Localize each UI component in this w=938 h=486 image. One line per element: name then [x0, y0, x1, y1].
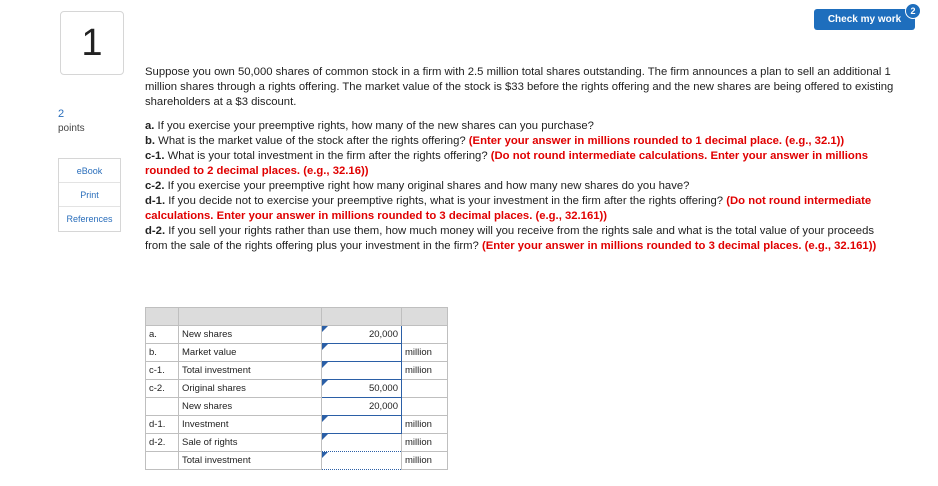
input-marker-icon [322, 380, 328, 386]
row-description: New shares [179, 326, 322, 344]
part-d1-note: (Do not round intermediate calculations. Enter your answer in millions rounded to 3 decimal places. (e.g., 32.161)) [145, 195, 872, 222]
row-label: d-1. [146, 416, 179, 434]
points-label: points [58, 123, 85, 134]
resource-links [58, 158, 121, 232]
input-marker-icon [322, 344, 328, 350]
row-unit [402, 398, 448, 416]
row-label: c-1. [146, 362, 179, 380]
row-description: New shares [179, 398, 322, 416]
sale-of-rights-input[interactable] [322, 434, 402, 452]
market-value-input[interactable] [322, 344, 402, 362]
part-b-text: What is the market value of the stock after the rights offering? [155, 135, 469, 147]
part-d1-label: d-1. [145, 195, 166, 207]
row-description: Market value [179, 344, 322, 362]
question-number: 1 [60, 11, 124, 75]
c2-new-shares-input[interactable] [322, 398, 402, 416]
table-row [146, 380, 448, 398]
question-parts [145, 119, 895, 254]
part-a-text: If you exercise your preemptive rights, how many of the new shares can you purchase? [154, 120, 594, 132]
header-cell [179, 308, 322, 326]
part-c1-label: c-1. [145, 150, 165, 162]
header-cell [146, 308, 179, 326]
row-unit: million [402, 344, 448, 362]
table-row [146, 416, 448, 434]
header-cell [322, 308, 402, 326]
row-description: Total investment [179, 452, 322, 470]
question-intro: Suppose you own 50,000 shares of common stock in a firm with 2.5 million total shares outstanding. The firm announces a plan to sell an additional 1 million shares through a rights offering. The market value of the stock is $33 before the rights offering and the new shares are being offered to existing shareholders at a $3 discount. [145, 66, 894, 108]
table-row [146, 326, 448, 344]
input-value: 20,000 [368, 329, 398, 340]
row-unit: million [402, 434, 448, 452]
input-marker-icon [322, 434, 328, 440]
table-row [146, 434, 448, 452]
part-c1-text: What is your total investment in the firm after the rights offering? [164, 150, 491, 162]
question-text [145, 65, 895, 263]
part-d2-label: d-2. [145, 225, 166, 237]
part-d2-note: (Enter your answer in millions rounded to 3 decimal places. (e.g., 32.161)) [481, 240, 877, 252]
part-d1-text: If you decide not to exercise your preemptive rights, what is your investment in the firm after the rights offering? [165, 195, 727, 207]
input-marker-icon [322, 416, 328, 422]
row-description: Total investment [179, 362, 322, 380]
new-shares-input[interactable] [322, 326, 402, 344]
row-description: Investment [179, 416, 322, 434]
row-label: d-2. [146, 434, 179, 452]
part-c1-note: (Do not round intermediate calculations. Enter your answer in millions rounded to 2 decimal places. (e.g., 32.16)) [145, 150, 869, 177]
row-label [146, 452, 179, 470]
part-d2-text: If you sell your rights rather than use them, how much money will you receive from the rights sale and what is the total value of your proceeds from the sale of the rights offering plus your investment in the firm? [145, 225, 875, 252]
table-row [146, 452, 448, 470]
table-row [146, 344, 448, 362]
row-description: Original shares [179, 380, 322, 398]
row-unit: million [402, 452, 448, 470]
header-cell [402, 308, 448, 326]
input-marker-icon [322, 362, 328, 368]
row-unit [402, 326, 448, 344]
original-shares-input[interactable] [322, 380, 402, 398]
row-label [146, 398, 179, 416]
row-label: a. [146, 326, 179, 344]
row-unit [402, 380, 448, 398]
table-row [146, 398, 448, 416]
input-value: 20,000 [368, 401, 398, 412]
d2-total-investment-input[interactable] [322, 452, 402, 470]
print-link[interactable]: Print [59, 183, 120, 207]
part-b-note: (Enter your answer in millions rounded to 1 decimal place. (e.g., 32.1)) [468, 135, 845, 147]
part-c2-label: c-2. [145, 180, 165, 192]
row-label: c-2. [146, 380, 179, 398]
input-marker-icon [322, 326, 328, 332]
d1-investment-input[interactable] [322, 416, 402, 434]
total-investment-input[interactable] [322, 362, 402, 380]
references-link[interactable]: References [66, 214, 113, 224]
row-unit: million [402, 416, 448, 434]
answer-table [145, 307, 448, 470]
row-description: Sale of rights [179, 434, 322, 452]
part-c2-text: If you exercise your preemptive right how many original shares and how many new shares do you have? [164, 180, 690, 192]
table-row [146, 362, 448, 380]
input-marker-icon [322, 452, 328, 458]
check-my-work-button[interactable]: Check my work [814, 9, 915, 30]
table-header-row [146, 308, 448, 326]
part-a-label: a. [145, 120, 155, 132]
check-count-badge: 2 [905, 3, 921, 19]
ebook-link[interactable]: eBook [59, 159, 120, 183]
input-value: 50,000 [368, 383, 398, 394]
row-unit: million [402, 362, 448, 380]
points-value: 2 [58, 108, 65, 120]
part-b-label: b. [145, 135, 156, 147]
row-label: b. [146, 344, 179, 362]
